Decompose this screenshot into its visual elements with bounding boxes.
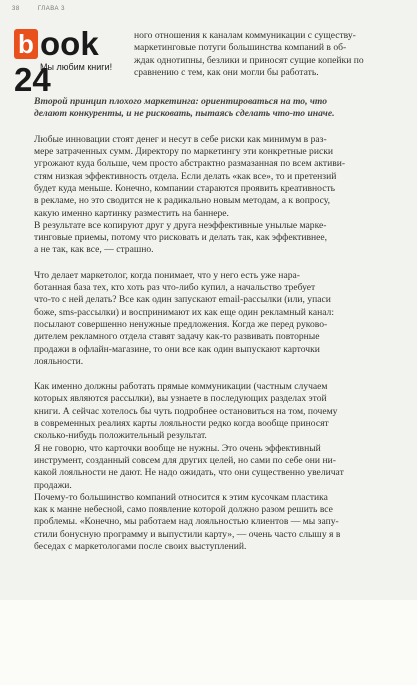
chapter-title: ГЛАВА 3 xyxy=(37,6,66,12)
logo-brand-text: ook 24 xyxy=(14,25,99,98)
logo-b-icon: b xyxy=(14,29,38,59)
book24-logo xyxy=(14,25,132,98)
page-number: 38 xyxy=(12,6,20,12)
running-header xyxy=(12,6,81,12)
principle-callout: Второй принцип плохого маркетинга: ориентироваться на то, что делают конкуренты, и не рисковать, пытаясь сделать что-то иначе. xyxy=(34,96,335,120)
paragraph-intro: ного отношения к каналам коммуникации с существу- маркетинговые потуги большинства компаний в об- ждак однотипны, безлики и приносят сущие копейки по сравнению с тем, как они могли бы работать. xyxy=(134,30,364,78)
paragraph: Почему-то большинство компаний относится к этим кусочкам пластика как к манне небесной, само появление которой должно разом решить все проблемы. «Конечно, мы работаем над лояльностью клиентов — мы запу- стили бонусную программу и выпустили карту», — очень часто слышу я в беседах с маркетологами после своих выступлений. xyxy=(34,491,341,552)
paragraph: Что делает маркетолог, когда понимает, что у него есть уже нара- ботанная база тех, кто хоть раз что-либо купил, а начальство требует что-то с ней делать? Все как один запускают email-рассылки (или, упаси боже, sms-рассылки) и воспринимают их как еще один рекламный канал: посылают совершенно ненужные предложения. Когда же перед руково- дителем рекламного отдела ставят задачу как-то развивать повторные продажи в офлайн-магазине, то они все как один выпускают карточки лояльности. xyxy=(34,269,335,367)
paragraph: Я не говорю, что карточки вообще не нужны. Это очень эффективный инструмент, созданный совсем для других целей, но сами по себе они ни- какой лояльности не дают. Не надо ожидать, что они существенно увеличат продажи. xyxy=(34,442,344,491)
paragraph: Любые инновации стоят денег и несут в себе риски как минимум в раз- мере затраченных сумм. Директору по маркетингу эти конкретные риски угрожают куда больше, чем просто абстрактно размазанная по всем активи- стям низкая эффективность отдела. Если делать «как все», то и претензий будет куда меньше. Конечно, компании стараются проявить креативность в рекламе, но это сводится не к радикально новым методам, а к вопросу, какую именно картинку разместить на баннере. xyxy=(34,133,346,219)
paragraph: В результате все копируют друг у друга неэффективные унылые марке- тинговые приемы, потому что рисковать и делать так, как эффективнее, а не так, как все, — страшно. xyxy=(34,219,328,256)
page-text xyxy=(34,30,408,553)
page-bottom-margin xyxy=(0,600,417,685)
paragraph: Как именно должны работать прямые коммуникации (частным случаем которых являются рассылки), вы узнаете в последующих разделах этой книги. А сейчас хотелось бы чуть подробнее остановиться на том, почему в современных реалиях карты лояльности редко когда вообще приносят сколько-нибудь положительный результат. xyxy=(34,381,338,442)
logo-tagline: Мы любим книги! xyxy=(40,62,113,72)
